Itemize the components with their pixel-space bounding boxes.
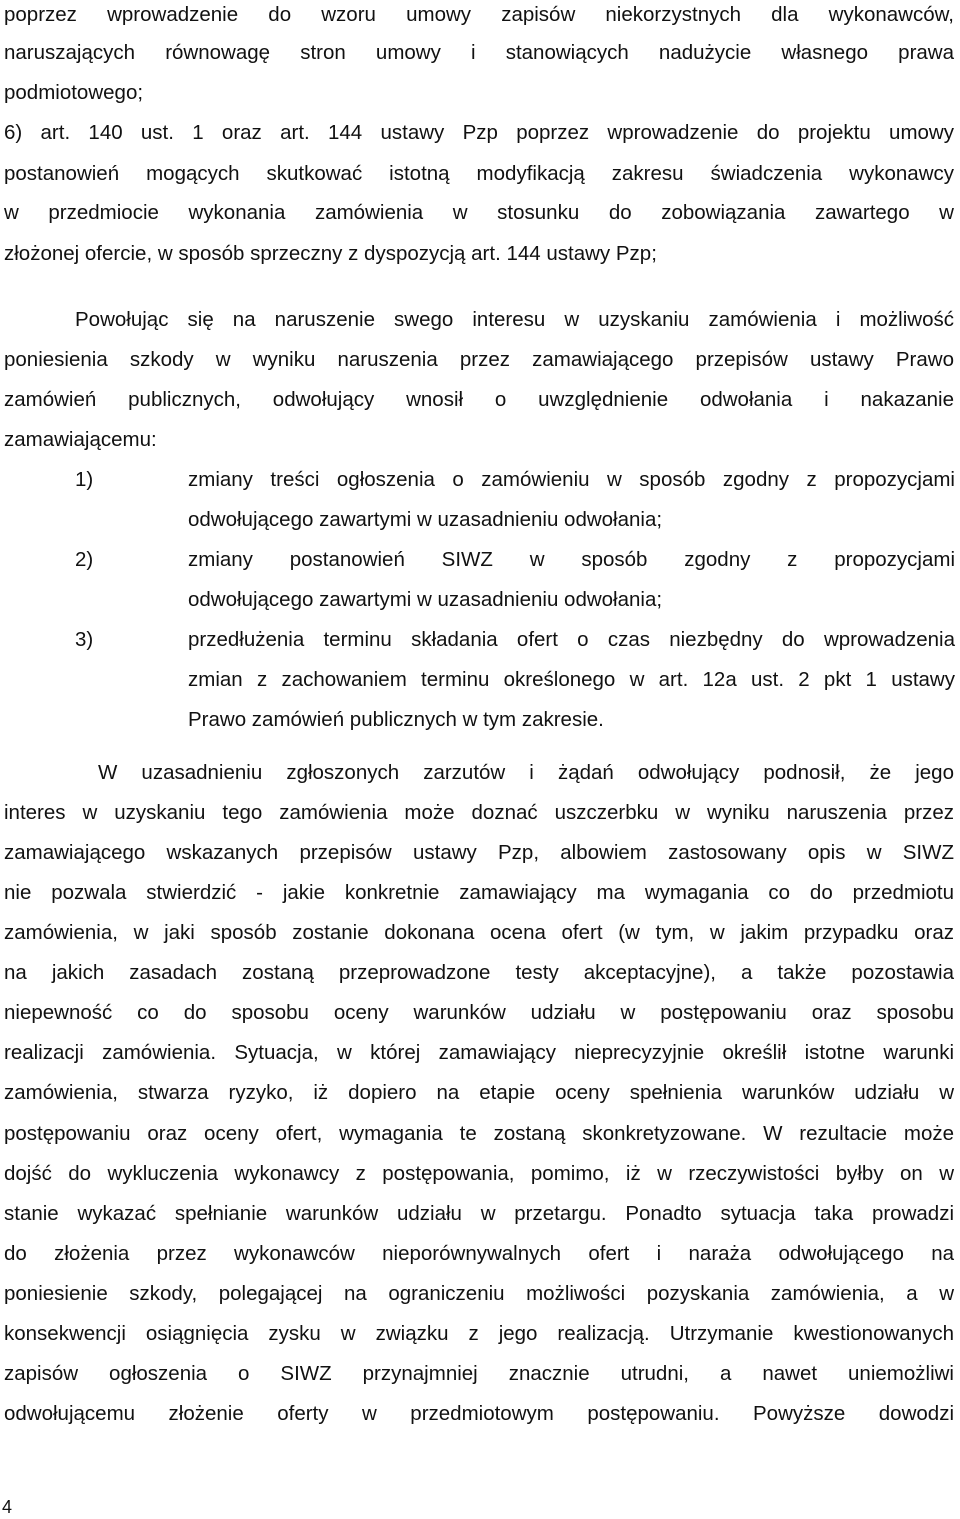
text-line: do złożenia przez wykonawców nieporównywalnych ofert i naraża odwołującego na <box>4 1242 954 1265</box>
text-line: zamawiającemu: <box>4 428 157 451</box>
text-line: złożonej ofercie, w sposób sprzeczny z dyspozycją art. 144 ustawy Pzp; <box>4 242 657 265</box>
text-line: nie pozwala stwierdzić - jakie konkretnie zamawiający ma wymagania co do przedmiotu <box>4 881 954 904</box>
text-line: zamawiającego wskazanych przepisów ustawy Pzp, albowiem zastosowany opis w SIWZ <box>4 841 954 864</box>
text-line: poniesienie szkody, polegającej na ograniczeniu możliwości pozyskania zamówienia, a w <box>4 1282 954 1305</box>
list-item-text: odwołującego zawartymi w uzasadnieniu odwołania; <box>188 508 663 531</box>
list-item-text: zmian z zachowaniem terminu określonego w art. 12a ust. 2 pkt 1 ustawy <box>188 668 955 691</box>
text-line: Powołując się na naruszenie swego interesu w uzyskaniu zamówienia i możliwość <box>75 308 954 331</box>
text-line: konsekwencji osiągnięcia zysku w związku z jego realizacją. Utrzymanie kwestionowanych <box>4 1322 954 1345</box>
list-item-number: 2) <box>75 548 94 571</box>
text-line: interes w uzyskaniu tego zamówienia może doznać uszczerbku w wyniku naruszenia przez <box>4 801 954 824</box>
text-line: odwołującemu złożenie oferty w przedmiotowym postępowaniu. Powyższe dowodzi <box>4 1402 954 1425</box>
text-line: niepewność co do sposobu oceny warunków udziału w postępowaniu oraz sposobu <box>4 1001 954 1024</box>
text-line: zamówienia, w jaki sposób zostanie dokonana ocena ofert (w tym, w jakim przypadku oraz <box>4 921 954 944</box>
list-item-number: 3) <box>75 628 94 651</box>
text-line: postanowień mogących skutkować istotną modyfikacją zakresu świadczenia wykonawcy <box>4 162 954 185</box>
list-item-text: zmiany treści ogłoszenia o zamówieniu w sposób zgodny z propozycjami <box>188 468 955 491</box>
text-line: naruszających równowagę stron umowy i stanowiących nadużycie własnego prawa <box>4 41 954 64</box>
text-line: w przedmiocie wykonania zamówienia w stosunku do zobowiązania zawartego w <box>4 201 954 224</box>
text-line: podmiotowego; <box>4 81 144 104</box>
text-line: realizacji zamówienia. Sytuacja, w której zamawiający nieprecyzyjnie określił istotne warunki <box>4 1041 954 1064</box>
list-item-text: Prawo zamówień publicznych w tym zakresie. <box>188 708 604 731</box>
text-line: W uzasadnieniu zgłoszonych zarzutów i żądań odwołujący podnosił, że jego <box>98 761 954 784</box>
text-line: dojść do wykluczenia wykonawcy z postępowania, pomimo, iż w rzeczywistości byłby on w <box>4 1162 954 1185</box>
text-line: poprzez wprowadzenie do wzoru umowy zapisów niekorzystnych dla wykonawców, <box>4 3 954 26</box>
text-line: zamówień publicznych, odwołujący wnosił o uwzględnienie odwołania i nakazanie <box>4 388 954 411</box>
page-number: 4 <box>2 1497 13 1517</box>
text-line: poniesienia szkody w wyniku naruszenia przez zamawiającego przepisów ustawy Prawo <box>4 348 954 371</box>
list-item-number: 1) <box>75 468 94 491</box>
list-item-text: przedłużenia terminu składania ofert o czas niezbędny do wprowadzenia <box>188 628 955 651</box>
list-item-text: odwołującego zawartymi w uzasadnieniu odwołania; <box>188 588 663 611</box>
text-line: stanie wykazać spełnianie warunków udziału w przetargu. Ponadto sytuacja taka prowadzi <box>4 1202 954 1225</box>
list-item-text: zmiany postanowień SIWZ w sposób zgodny z propozycjami <box>188 548 955 571</box>
text-line: 6) art. 140 ust. 1 oraz art. 144 ustawy Pzp poprzez wprowadzenie do projektu umowy <box>4 121 954 144</box>
text-line: postępowaniu oraz oceny ofert, wymagania te zostaną skonkretyzowane. W rezultacie może <box>4 1122 954 1145</box>
text-line: na jakich zasadach zostaną przeprowadzone testy akceptacyjne), a także pozostawia <box>4 961 954 984</box>
text-line: zamówienia, stwarza ryzyko, iż dopiero na etapie oceny spełnienia warunków udziału w <box>4 1081 954 1104</box>
text-line: zapisów ogłoszenia o SIWZ przynajmniej znacznie utrudni, a nawet uniemożliwi <box>4 1362 954 1385</box>
